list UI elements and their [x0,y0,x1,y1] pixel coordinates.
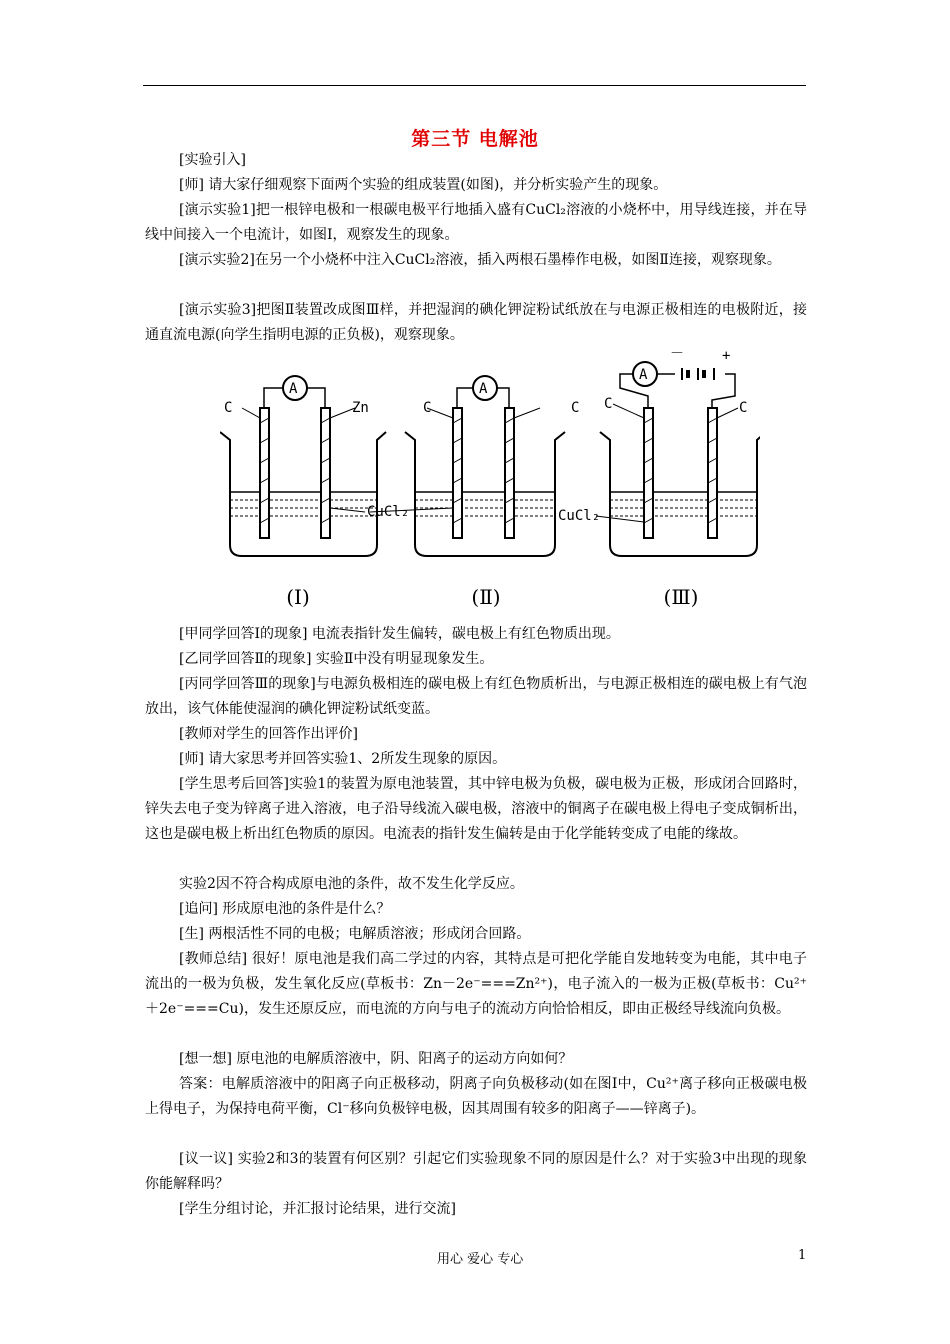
paragraph: [教师总结] 很好！原电池是我们高二学过的内容，其特点是可把化学能自发地转变为电能，其中电子流出的一极为负极，发生氧化反应(草板书：Zn－2e⁻===Zn²⁺)，电子流入的一极为正极(草板书：Cu²⁺＋2e⁻===Cu)，发生还原反应，而电流的方向与电子的流动方向恰恰相反，即由正极经导线流向负极。 [145,951,807,1017]
paragraph: [师] 请大家思考并回答实验1、2所发生现象的原因。 [179,751,507,767]
figure-label-2: (Ⅱ) [471,585,501,609]
header-rule [143,85,806,86]
page-number: 1 [798,1248,807,1263]
paragraph: [学生思考后回答]实验1的装置为原电池装置，其中锌电极为负极，碳电极为正极，形成闭合回路时，锌失去电子变为锌离子进入溶液，电子沿导线流入碳电极，溶液中的铜离子在碳电极上得电子变成铜析出，这也是碳电极上析出红色物质的原因。电流表的指针发生偏转是由于化学能转变成了电能的缘故。 [145,776,807,842]
paragraph: 实验2因不符合构成原电池的条件，故不发生化学反应。 [179,876,524,892]
paragraph: [教师对学生的回答作出评价] [179,726,358,742]
electrode-label-zn: Zn [352,400,369,416]
electrode-label-c: C [604,396,613,412]
paragraph: [师] 请大家仔细观察下面两个实验的组成装置(如图)，并分析实验产生的现象。 [179,177,668,193]
electrolysis-figure [220,348,760,618]
paragraph: [演示实验1]把一根锌电极和一根碳电极平行地插入盛有CuCl₂溶液的小烧杯中，用导线连接，并在导线中间接入一个电流计，如图Ⅰ，观察发生的现象。 [145,202,807,243]
paragraph: [议一议] 实验2和3的装置有何区别？引起它们实验现象不同的原因是什么？对于实验3中出现的现象你能解释吗？ [145,1151,807,1192]
paragraph: [想一想] 原电池的电解质溶液中，阴、阳离子的运动方向如何？ [179,1051,573,1067]
paragraph: [学生分组讨论，并汇报讨论结果，进行交流] [179,1201,456,1217]
paragraph: [演示实验3]把图Ⅱ装置改成图Ⅲ样，并把湿润的碘化钾淀粉试纸放在与电源正极相连的电极附近，接通直流电源(向学生指明电源的正负极)，观察现象。 [145,302,807,343]
footer-slogan: 用心 爱心 专心 [437,1252,524,1267]
electrode-label-c: C [571,400,580,416]
ammeter-label-3: A [639,367,648,383]
paragraph: [演示实验2]在另一个小烧杯中注入CuCl₂溶液，插入两根石墨棒作电极，如图Ⅱ连接，观察现象。 [179,252,781,268]
electrode-label-c: C [423,400,432,416]
section-title: 第三节 电解池 [411,128,539,150]
paragraph: [乙同学回答Ⅱ的现象] 实验Ⅱ中没有明显现象发生。 [179,651,494,667]
paragraph: [丙同学回答Ⅲ的现象]与电源负极相连的碳电极上有红色物质析出，与电源正极相连的碳电极上有气泡放出，该气体能使湿润的碘化钾淀粉试纸变蓝。 [145,676,807,717]
paragraph: [追问] 形成原电池的条件是什么？ [179,901,391,917]
paragraph: [实验引入] [179,152,246,168]
plus-sign: + [722,348,731,364]
beaker-3 [596,362,760,556]
minus-sign: － [670,348,684,362]
paragraph: [甲同学回答Ⅰ的现象] 电流表指针发生偏转，碳电极上有红色物质出现。 [179,626,620,642]
paragraph: [生] 两根活性不同的电极；电解质溶液；形成闭合回路。 [179,926,531,942]
paragraph: 答案：电解质溶液中的阳离子向正极移动，阴离子向负极移动(如在图Ⅰ中，Cu²⁺离子移向正极碳电极上得电子，为保持电荷平衡，Cl⁻移向负极锌电极，因其周围有较多的阳离子——锌离子)。 [145,1076,807,1117]
solution-label-3: CuCl₂ [558,508,601,524]
ammeter-label-2: A [479,381,488,397]
figure-label-1: (Ⅰ) [286,585,310,609]
beaker-2 [370,376,565,556]
solution-label-1: CuCl₂ [367,504,410,520]
figure-label-3: (Ⅲ) [663,585,699,609]
electrode-label-c: C [224,400,233,416]
ammeter-label-1: A [289,381,298,397]
electrode-label-c: C [739,400,748,416]
